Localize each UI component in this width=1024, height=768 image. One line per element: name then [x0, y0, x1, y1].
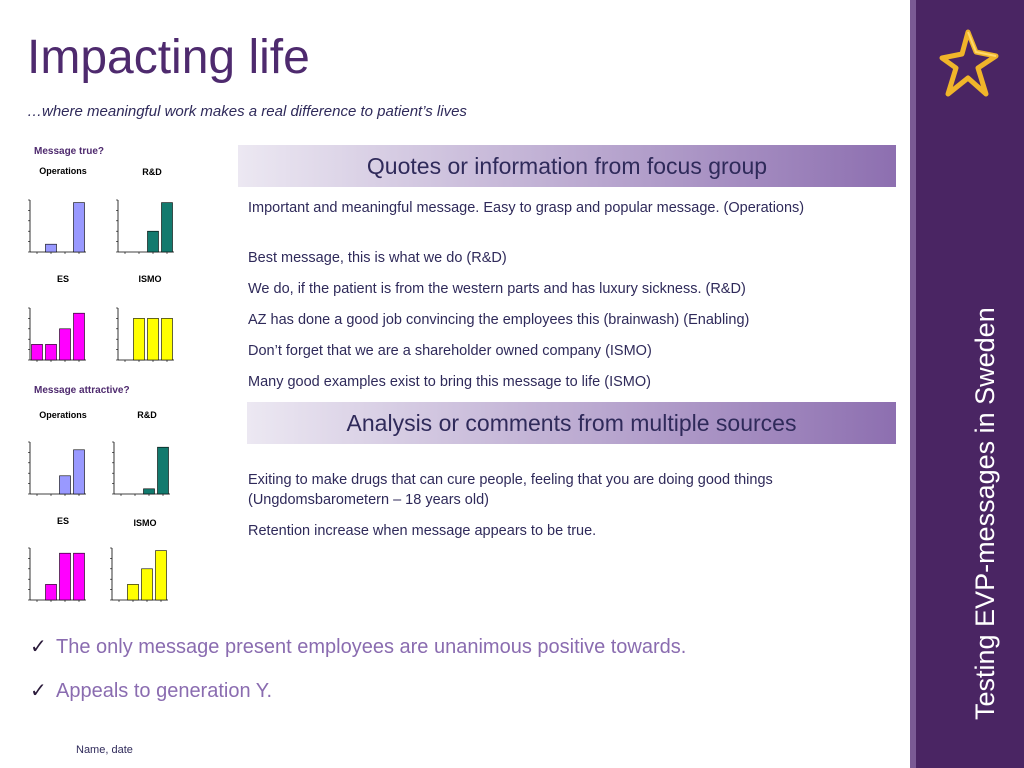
chart-title-es-true: ES — [56, 274, 69, 284]
bar — [32, 344, 43, 360]
quote-item: We do, if the patient is from the western parts and has luxury sickness. (R&D) — [248, 281, 746, 297]
chart-title-rd-attr: R&D — [137, 410, 157, 420]
chart-title-ismo-attr: ISMO — [133, 518, 157, 528]
bar — [158, 447, 169, 494]
chart-operations-attr — [24, 438, 90, 504]
bar — [148, 231, 159, 252]
bar — [46, 244, 57, 252]
footer-name-date: Name, date — [76, 744, 133, 756]
bar — [162, 318, 173, 360]
quote-item: Don’t forget that we are a shareholder owned company (ISMO) — [248, 343, 652, 359]
chart-operations-true — [24, 196, 90, 262]
page-title: Impacting life — [27, 31, 310, 84]
bar — [60, 329, 71, 360]
quote-item: AZ has done a good job convincing the employees this (brainwash) (Enabling) — [248, 312, 750, 328]
chart-title-rd-true: R&D — [142, 167, 162, 177]
chart-rd-true — [112, 196, 178, 262]
conclusion-item — [30, 678, 272, 703]
bar — [142, 569, 153, 600]
bar — [74, 313, 85, 360]
message-attractive-label: Message attractive? — [34, 385, 130, 396]
conclusion-item — [30, 634, 686, 659]
sidebar-band — [910, 0, 1024, 768]
chart-rd-attr — [108, 438, 174, 504]
check-icon: ✓ — [30, 680, 47, 702]
logo-icon — [938, 28, 1002, 102]
sidebar-edge — [910, 0, 916, 768]
page-subtitle: …where meaningful work makes a real difference to patient’s lives — [27, 103, 467, 120]
chart-ismo-true — [112, 304, 178, 370]
analysis-item: Exiting to make drugs that can cure people, feeling that you are doing good things (Ungdomsbarometern – 18 years old) — [248, 472, 773, 508]
bar — [148, 318, 159, 360]
quote-item: Best message, this is what we do (R&D) — [248, 250, 507, 266]
bar — [134, 318, 145, 360]
bar — [156, 551, 167, 600]
chart-es-true — [24, 304, 90, 370]
chart-title-operations-true: Operations — [39, 166, 87, 176]
bar — [60, 553, 71, 600]
quote-item: Important and meaningful message. Easy to grasp and popular message. (Operations) — [248, 200, 805, 216]
focus-group-heading: Quotes or information from focus group — [238, 145, 896, 187]
bar — [144, 489, 155, 494]
bar — [74, 450, 85, 494]
analysis-item: Retention increase when message appears to be true. — [248, 523, 597, 539]
bar — [46, 584, 57, 600]
bar — [128, 584, 139, 600]
chart-title-es-attr: ES — [56, 516, 69, 526]
sidebar-vertical-title: Testing EVP-messages in Sweden — [970, 307, 1000, 720]
conclusion-text: The only message present employees are unanimous positive towards. — [56, 636, 687, 658]
bar — [74, 553, 85, 600]
message-true-label: Message true? — [34, 146, 105, 157]
bar — [60, 476, 71, 494]
quote-item: Many good examples exist to bring this message to life (ISMO) — [248, 374, 651, 390]
chart-title-ismo-true: ISMO — [138, 274, 162, 284]
chart-title-operations-attr: Operations — [39, 410, 87, 420]
chart-ismo-attr — [106, 544, 172, 610]
bar — [46, 344, 57, 360]
analysis-heading: Analysis or comments from multiple sources — [247, 402, 896, 444]
bar — [74, 203, 85, 252]
bar — [162, 203, 173, 252]
check-icon: ✓ — [30, 636, 47, 658]
conclusion-text: Appeals to generation Y. — [56, 680, 273, 702]
chart-es-attr — [24, 544, 90, 610]
